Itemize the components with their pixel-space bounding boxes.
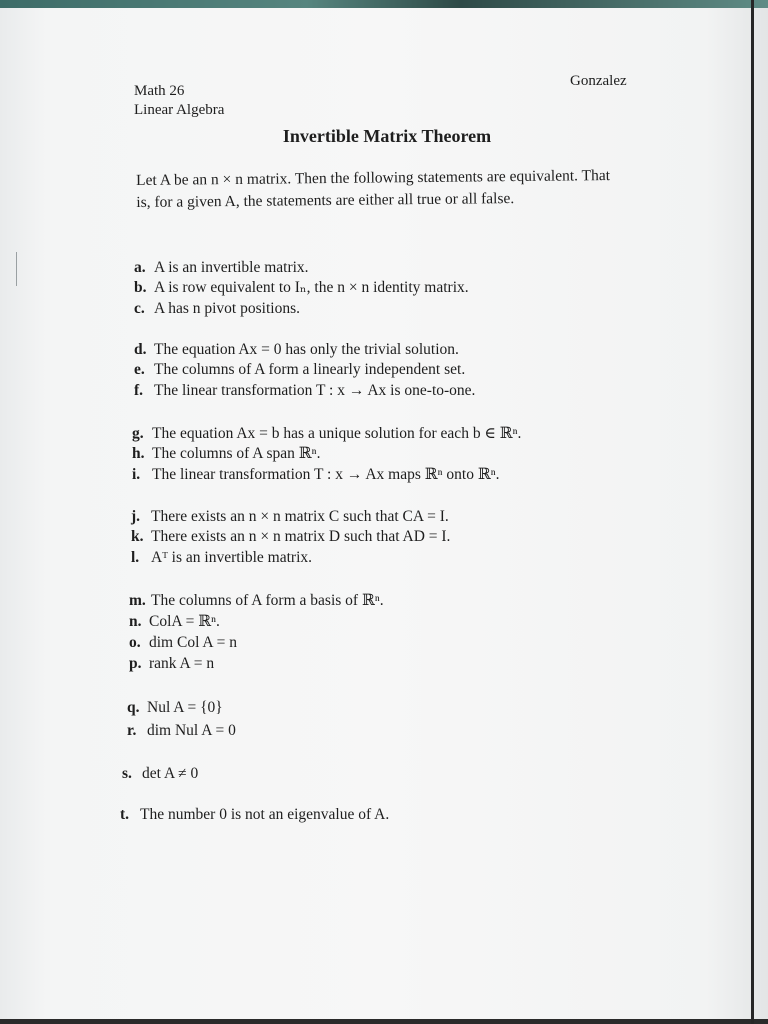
course-subject: Linear Algebra: [134, 102, 225, 118]
statement-letter: h.: [132, 445, 145, 462]
statement-letter: g.: [132, 425, 144, 442]
statement-text: A is row equivalent to Iₙ, the n × n identity matrix.: [154, 279, 469, 296]
statement-letter: t.: [120, 806, 130, 823]
statement-text: det A ≠ 0: [142, 765, 199, 782]
statement-t: [120, 805, 389, 825]
page-title: Invertible Matrix Theorem: [282, 126, 492, 146]
statement-text: ColA = ℝⁿ.: [149, 613, 220, 630]
statement-letter: j.: [131, 508, 141, 525]
statement-d: [134, 340, 459, 360]
statement-e: [134, 360, 465, 380]
statement-letter: n.: [129, 613, 142, 630]
statement-text: There exists an n × n matrix D such that AD = I.: [151, 528, 451, 545]
statement-text: The linear transformation T : x → Ax maps ℝⁿ onto ℝⁿ.: [152, 466, 500, 483]
statement-l: [131, 548, 312, 568]
statement-text: The columns of A form a linearly independent set.: [154, 361, 466, 378]
statement-letter: r.: [127, 722, 137, 739]
statement-letter: b.: [134, 279, 147, 296]
scan-top-edge: [0, 0, 768, 8]
statement-text: dim Nul A = 0: [147, 722, 236, 739]
course-header: [134, 82, 224, 120]
statement-o: [129, 633, 237, 653]
statement-p: [129, 654, 214, 674]
statement-text: The columns of A form a basis of ℝⁿ.: [151, 592, 384, 609]
statement-text: The linear transformation T : x → Ax is one-to-one.: [154, 382, 476, 399]
statement-letter: a.: [134, 259, 146, 276]
statement-letter: s.: [122, 765, 132, 782]
statement-letter: i.: [132, 466, 141, 483]
statement-c: [134, 299, 300, 319]
scan-bottom-edge: [0, 1019, 768, 1024]
instructor-name: Gonzalez: [570, 73, 627, 89]
statement-n: [129, 612, 220, 632]
statement-b: [134, 278, 469, 298]
statement-letter: e.: [134, 361, 145, 378]
statement-text: The number 0 is not an eigenvalue of A.: [140, 806, 390, 823]
course-number: Math 26: [134, 83, 185, 99]
statement-text: There exists an n × n matrix C such that CA = I.: [151, 508, 449, 525]
statement-letter: d.: [134, 341, 147, 358]
statement-letter: c.: [134, 300, 145, 317]
statement-a: [134, 258, 309, 278]
statement-k: [131, 527, 450, 547]
statement-text: rank A = n: [149, 655, 215, 672]
statement-q: [127, 698, 223, 718]
statement-letter: m.: [129, 592, 146, 609]
statement-r: [127, 721, 236, 741]
statement-h: [132, 444, 320, 464]
statement-g: [132, 424, 521, 444]
statement-letter: q.: [127, 699, 140, 716]
intro-paragraph: Let A be an n × n matrix. Then the following statements are equivalent. That is, for a given A, the statements are either all true or all false.: [136, 167, 611, 211]
statement-text: The equation Ax = b has a unique solution for each b ∈ ℝⁿ.: [152, 425, 522, 442]
statement-i: [132, 465, 500, 485]
statement-m: [129, 591, 384, 611]
statement-text: A is an invertible matrix.: [154, 259, 309, 276]
statement-s: [122, 764, 198, 784]
statement-letter: k.: [131, 528, 144, 545]
statement-letter: o.: [129, 634, 141, 651]
statement-text: Aᵀ is an invertible matrix.: [151, 549, 313, 566]
statement-text: A has n pivot positions.: [154, 300, 300, 317]
scan-left-mark: [16, 252, 17, 286]
statement-letter: f.: [134, 382, 144, 399]
statement-f: [134, 381, 475, 401]
statement-j: [131, 507, 449, 527]
statement-text: Nul A = {0}: [147, 699, 223, 716]
statement-text: dim Col A = n: [149, 634, 237, 651]
statement-text: The columns of A span ℝⁿ.: [152, 445, 321, 462]
statement-letter: l.: [131, 549, 140, 566]
statement-text: The equation Ax = 0 has only the trivial solution.: [154, 341, 459, 358]
scan-right-edge: [751, 0, 754, 1024]
statement-letter: p.: [129, 655, 142, 672]
